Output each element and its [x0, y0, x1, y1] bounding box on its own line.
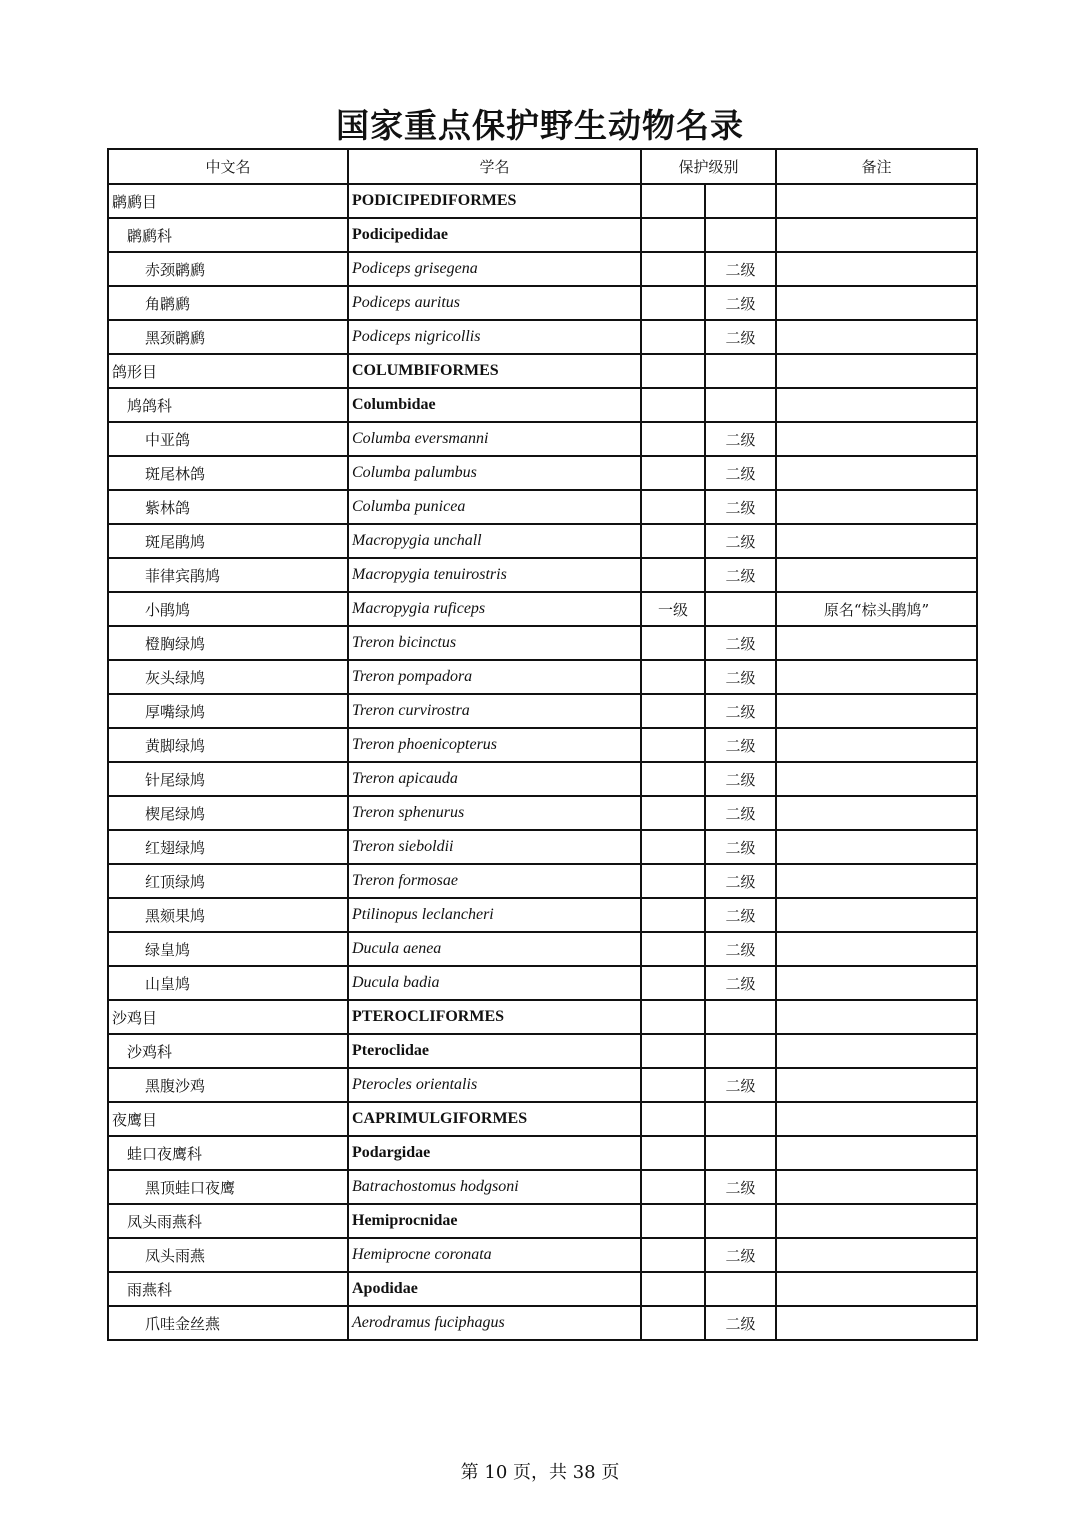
scientific-name-cell: Treron curvirostra	[348, 694, 641, 728]
level-2-cell	[705, 592, 776, 626]
scientific-name-cell: Columba eversmanni	[348, 422, 641, 456]
level-2-cell	[705, 218, 776, 252]
level-2-cell	[705, 1272, 776, 1306]
table-row-species	[108, 252, 977, 286]
chinese-name-cell: 黄脚绿鸠	[108, 728, 348, 762]
chinese-name-cell: 斑尾鹃鸠	[108, 524, 348, 558]
level-1-cell	[641, 1000, 705, 1034]
scientific-name-cell: Ptilinopus leclancheri	[348, 898, 641, 932]
remarks-cell	[776, 966, 977, 1000]
table-row-family	[108, 388, 977, 422]
table-row-species	[108, 830, 977, 864]
level-1-cell	[641, 422, 705, 456]
chinese-name-cell: 鸠鸽科	[108, 388, 348, 422]
level-2-cell	[705, 1204, 776, 1238]
scientific-name-cell: PTEROCLIFORMES	[348, 1000, 641, 1034]
level-1-cell	[641, 558, 705, 592]
level-2-cell	[705, 1136, 776, 1170]
remarks-cell	[776, 660, 977, 694]
level-1-cell	[641, 1102, 705, 1136]
scientific-name-cell: Columba punicea	[348, 490, 641, 524]
remarks-cell	[776, 796, 977, 830]
level-1-cell	[641, 354, 705, 388]
table-row-species	[108, 490, 977, 524]
chinese-name-cell: 角䴙䴘	[108, 286, 348, 320]
level-1-cell	[641, 796, 705, 830]
table-row-species	[108, 592, 977, 626]
chinese-name-cell: 红翅绿鸠	[108, 830, 348, 864]
remarks-cell	[776, 830, 977, 864]
level-1-cell	[641, 1238, 705, 1272]
level-1-cell	[641, 660, 705, 694]
remarks-cell	[776, 184, 977, 218]
remarks-cell	[776, 728, 977, 762]
scientific-name-cell: Ducula badia	[348, 966, 641, 1000]
header-remarks: 备注	[776, 149, 977, 184]
chinese-name-cell: 小鹃鸠	[108, 592, 348, 626]
level-2-cell: 二级	[705, 286, 776, 320]
level-1-cell	[641, 1306, 705, 1340]
table-row-family	[108, 1272, 977, 1306]
level-1-cell	[641, 898, 705, 932]
table-row-species	[108, 762, 977, 796]
level-2-cell: 二级	[705, 1170, 776, 1204]
remarks-cell	[776, 456, 977, 490]
remarks-cell	[776, 1238, 977, 1272]
table-row-species	[108, 864, 977, 898]
remarks-cell	[776, 1204, 977, 1238]
level-2-cell: 二级	[705, 422, 776, 456]
table-row-species	[108, 558, 977, 592]
table-row-species	[108, 660, 977, 694]
level-2-cell: 二级	[705, 966, 776, 1000]
table-row-species	[108, 1170, 977, 1204]
chinese-name-cell: 绿皇鸠	[108, 932, 348, 966]
level-1-cell	[641, 1170, 705, 1204]
scientific-name-cell: Podargidae	[348, 1136, 641, 1170]
chinese-name-cell: 楔尾绿鸠	[108, 796, 348, 830]
table-row-species	[108, 320, 977, 354]
level-2-cell: 二级	[705, 490, 776, 524]
remarks-cell	[776, 1068, 977, 1102]
chinese-name-cell: 䴙䴘科	[108, 218, 348, 252]
level-2-cell: 二级	[705, 1238, 776, 1272]
table-row-species	[108, 626, 977, 660]
scientific-name-cell: Pteroclidae	[348, 1034, 641, 1068]
remarks-cell	[776, 898, 977, 932]
scientific-name-cell: Macropygia ruficeps	[348, 592, 641, 626]
header-protection-level: 保护级别	[641, 149, 776, 184]
table-body	[108, 184, 977, 1340]
scientific-name-cell: Hemiprocnidae	[348, 1204, 641, 1238]
remarks-cell	[776, 320, 977, 354]
table-row-species	[108, 932, 977, 966]
scientific-name-cell: Treron phoenicopterus	[348, 728, 641, 762]
header-chinese-name: 中文名	[108, 149, 348, 184]
level-2-cell: 二级	[705, 252, 776, 286]
table-row-order	[108, 184, 977, 218]
remarks-cell	[776, 490, 977, 524]
remarks-cell	[776, 218, 977, 252]
scientific-name-cell: Hemiprocne coronata	[348, 1238, 641, 1272]
header-scientific-name: 学名	[348, 149, 641, 184]
scientific-name-cell: Apodidae	[348, 1272, 641, 1306]
table-row-species	[108, 728, 977, 762]
remarks-cell	[776, 422, 977, 456]
level-2-cell: 二级	[705, 1306, 776, 1340]
scientific-name-cell: CAPRIMULGIFORMES	[348, 1102, 641, 1136]
species-table	[107, 148, 978, 1341]
level-1-cell: 一级	[641, 592, 705, 626]
scientific-name-cell: Treron sphenurus	[348, 796, 641, 830]
remarks-cell	[776, 354, 977, 388]
chinese-name-cell: 斑尾林鸽	[108, 456, 348, 490]
level-1-cell	[641, 864, 705, 898]
chinese-name-cell: 紫林鸽	[108, 490, 348, 524]
scientific-name-cell: Podicipedidae	[348, 218, 641, 252]
chinese-name-cell: 凤头雨燕科	[108, 1204, 348, 1238]
remarks-cell	[776, 762, 977, 796]
scientific-name-cell: Columba palumbus	[348, 456, 641, 490]
level-2-cell: 二级	[705, 456, 776, 490]
table-row-species	[108, 694, 977, 728]
table-row-family	[108, 1204, 977, 1238]
remarks-cell	[776, 932, 977, 966]
page-title: 国家重点保护野生动物名录	[336, 106, 744, 145]
remarks-cell: 原名“棕头鹃鸠”	[776, 592, 977, 626]
chinese-name-cell: 沙鸡目	[108, 1000, 348, 1034]
chinese-name-cell: 黑颏果鸠	[108, 898, 348, 932]
level-2-cell: 二级	[705, 898, 776, 932]
level-2-cell: 二级	[705, 660, 776, 694]
remarks-cell	[776, 558, 977, 592]
level-1-cell	[641, 728, 705, 762]
remarks-cell	[776, 1170, 977, 1204]
remarks-cell	[776, 252, 977, 286]
level-2-cell: 二级	[705, 694, 776, 728]
table-row-order	[108, 1102, 977, 1136]
chinese-name-cell: 雨燕科	[108, 1272, 348, 1306]
level-1-cell	[641, 456, 705, 490]
level-1-cell	[641, 1272, 705, 1306]
table-row-family	[108, 218, 977, 252]
scientific-name-cell: Ducula aenea	[348, 932, 641, 966]
level-2-cell	[705, 1034, 776, 1068]
chinese-name-cell: 沙鸡科	[108, 1034, 348, 1068]
page-number: 第 10 页，共 38 页	[460, 1462, 620, 1483]
table-row-order	[108, 354, 977, 388]
remarks-cell	[776, 524, 977, 558]
level-1-cell	[641, 218, 705, 252]
level-2-cell: 二级	[705, 796, 776, 830]
scientific-name-cell: PODICIPEDIFORMES	[348, 184, 641, 218]
chinese-name-cell: 山皇鸠	[108, 966, 348, 1000]
table-row-order	[108, 1000, 977, 1034]
table-row-species	[108, 1068, 977, 1102]
level-2-cell: 二级	[705, 728, 776, 762]
level-1-cell	[641, 184, 705, 218]
level-2-cell	[705, 354, 776, 388]
level-1-cell	[641, 966, 705, 1000]
table-row-species	[108, 966, 977, 1000]
chinese-name-cell: 橙胸绿鸠	[108, 626, 348, 660]
level-2-cell: 二级	[705, 762, 776, 796]
level-1-cell	[641, 932, 705, 966]
level-2-cell: 二级	[705, 524, 776, 558]
scientific-name-cell: Treron apicauda	[348, 762, 641, 796]
table-row-species	[108, 898, 977, 932]
table-row-species	[108, 286, 977, 320]
table-row-species	[108, 456, 977, 490]
chinese-name-cell: 鸽形目	[108, 354, 348, 388]
remarks-cell	[776, 1034, 977, 1068]
level-1-cell	[641, 1068, 705, 1102]
table-row-species	[108, 1238, 977, 1272]
level-1-cell	[641, 1204, 705, 1238]
chinese-name-cell: 菲律宾鹃鸠	[108, 558, 348, 592]
scientific-name-cell: Podiceps nigricollis	[348, 320, 641, 354]
scientific-name-cell: Podiceps grisegena	[348, 252, 641, 286]
level-2-cell	[705, 388, 776, 422]
level-2-cell: 二级	[705, 864, 776, 898]
level-1-cell	[641, 694, 705, 728]
level-2-cell	[705, 1102, 776, 1136]
remarks-cell	[776, 694, 977, 728]
level-2-cell: 二级	[705, 558, 776, 592]
level-1-cell	[641, 388, 705, 422]
scientific-name-cell: Aerodramus fuciphagus	[348, 1306, 641, 1340]
scientific-name-cell: COLUMBIFORMES	[348, 354, 641, 388]
chinese-name-cell: 黑腹沙鸡	[108, 1068, 348, 1102]
level-1-cell	[641, 626, 705, 660]
level-1-cell	[641, 252, 705, 286]
level-1-cell	[641, 762, 705, 796]
table-row-species	[108, 796, 977, 830]
table-row-species	[108, 1306, 977, 1340]
remarks-cell	[776, 1102, 977, 1136]
level-1-cell	[641, 830, 705, 864]
level-1-cell	[641, 1136, 705, 1170]
chinese-name-cell: 赤颈䴙䴘	[108, 252, 348, 286]
chinese-name-cell: 灰头绿鸠	[108, 660, 348, 694]
scientific-name-cell: Macropygia tenuirostris	[348, 558, 641, 592]
remarks-cell	[776, 388, 977, 422]
remarks-cell	[776, 1136, 977, 1170]
remarks-cell	[776, 626, 977, 660]
chinese-name-cell: 䴙䴘目	[108, 184, 348, 218]
table-row-family	[108, 1034, 977, 1068]
chinese-name-cell: 凤头雨燕	[108, 1238, 348, 1272]
chinese-name-cell: 爪哇金丝燕	[108, 1306, 348, 1340]
level-2-cell: 二级	[705, 626, 776, 660]
level-2-cell	[705, 184, 776, 218]
chinese-name-cell: 中亚鸽	[108, 422, 348, 456]
scientific-name-cell: Treron formosae	[348, 864, 641, 898]
scientific-name-cell: Pterocles orientalis	[348, 1068, 641, 1102]
level-2-cell: 二级	[705, 830, 776, 864]
level-1-cell	[641, 1034, 705, 1068]
level-2-cell	[705, 1000, 776, 1034]
chinese-name-cell: 红顶绿鸠	[108, 864, 348, 898]
level-1-cell	[641, 490, 705, 524]
chinese-name-cell: 黑顶蛙口夜鹰	[108, 1170, 348, 1204]
chinese-name-cell: 厚嘴绿鸠	[108, 694, 348, 728]
scientific-name-cell: Batrachostomus hodgsoni	[348, 1170, 641, 1204]
table-header-row	[108, 149, 977, 184]
remarks-cell	[776, 1000, 977, 1034]
remarks-cell	[776, 864, 977, 898]
remarks-cell	[776, 1272, 977, 1306]
level-2-cell: 二级	[705, 932, 776, 966]
chinese-name-cell: 黑颈䴙䴘	[108, 320, 348, 354]
level-1-cell	[641, 524, 705, 558]
table-row-species	[108, 422, 977, 456]
chinese-name-cell: 夜鹰目	[108, 1102, 348, 1136]
scientific-name-cell: Podiceps auritus	[348, 286, 641, 320]
level-2-cell: 二级	[705, 1068, 776, 1102]
remarks-cell	[776, 1306, 977, 1340]
level-1-cell	[641, 320, 705, 354]
level-2-cell: 二级	[705, 320, 776, 354]
scientific-name-cell: Columbidae	[348, 388, 641, 422]
table-row-species	[108, 524, 977, 558]
chinese-name-cell: 针尾绿鸠	[108, 762, 348, 796]
level-1-cell	[641, 286, 705, 320]
scientific-name-cell: Macropygia unchall	[348, 524, 641, 558]
scientific-name-cell: Treron pompadora	[348, 660, 641, 694]
table-row-family	[108, 1136, 977, 1170]
scientific-name-cell: Treron bicinctus	[348, 626, 641, 660]
scientific-name-cell: Treron sieboldii	[348, 830, 641, 864]
chinese-name-cell: 蛙口夜鹰科	[108, 1136, 348, 1170]
remarks-cell	[776, 286, 977, 320]
